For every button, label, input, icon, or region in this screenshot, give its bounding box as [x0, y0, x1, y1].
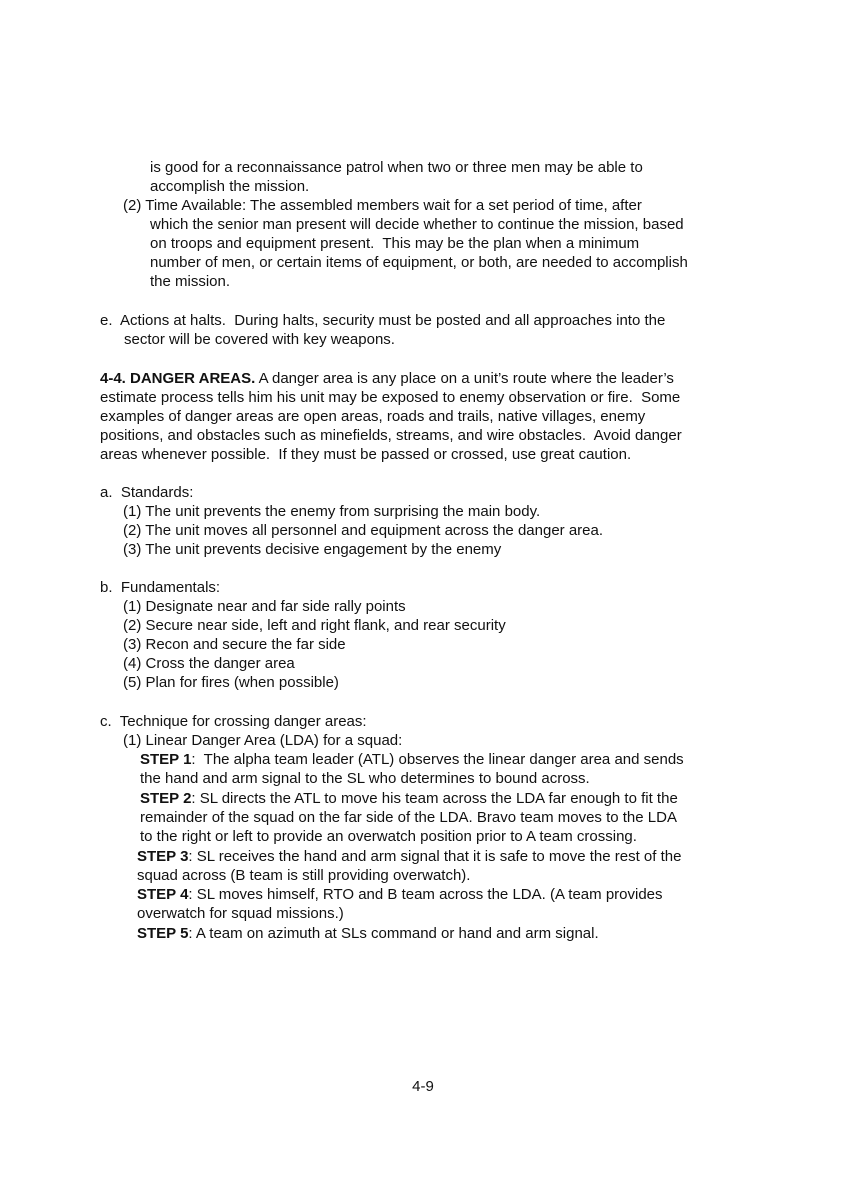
text-line: areas whenever possible. If they must be passed or crossed, use great caution. — [100, 446, 632, 463]
step-label: STEP 1 — [140, 751, 192, 768]
text-line: to the right or left to provide an overwatch position prior to A team crossing. — [140, 828, 637, 845]
section-text: A danger area is any place on a unit’s route where the leader’s — [255, 370, 674, 387]
step-4: STEP 4: SL moves himself, RTO and B team across the LDA. (A team provides — [137, 886, 663, 903]
standards-item: (2) The unit moves all personnel and equipment across the danger area. — [123, 522, 604, 539]
standards-item: (1) The unit prevents the enemy from surprising the main body. — [123, 503, 541, 520]
text-line: accomplish the mission. — [150, 178, 310, 195]
text-line: the hand and arm signal to the SL who determines to bound across. — [140, 770, 590, 787]
text-line: examples of danger areas are open areas, roads and trails, native villages, enemy — [100, 408, 646, 425]
text-line: sector will be covered with key weapons. — [124, 331, 395, 348]
text-line: overwatch for squad missions.) — [137, 905, 344, 922]
text-line: on troops and equipment present. This may be the plan when a minimum — [150, 235, 640, 252]
text-line: positions, and obstacles such as minefields, streams, and wire obstacles. Avoid danger — [100, 427, 682, 444]
step-2: STEP 2: SL directs the ATL to move his team across the LDA far enough to fit the — [140, 790, 678, 807]
actions-at-halts-item: e. Actions at halts. During halts, security must be posted and all approaches into the — [100, 312, 666, 329]
text-line: the mission. — [150, 273, 231, 290]
step-3: STEP 3: SL receives the hand and arm signal that it is safe to move the rest of the — [137, 848, 682, 865]
step-5: STEP 5: A team on azimuth at SLs command or hand and arm signal. — [137, 925, 599, 942]
section-heading-line — [100, 369, 674, 388]
lda-subitem: (1) Linear Danger Area (LDA) for a squad: — [123, 732, 403, 749]
standards-item: (3) The unit prevents decisive engagement by the enemy — [123, 541, 502, 558]
text-line: remainder of the squad on the far side of the LDA. Bravo team moves to the LDA — [140, 809, 677, 826]
time-available-item: (2) Time Available: The assembled members wait for a set period of time, after — [123, 197, 642, 214]
text-line: estimate process tells him his unit may be exposed to enemy observation or fire. Some — [100, 389, 681, 406]
text-line: is good for a reconnaissance patrol when two or three men may be able to — [150, 159, 643, 176]
fundamentals-item: (3) Recon and secure the far side — [123, 636, 346, 653]
standards-title: a. Standards: — [100, 484, 194, 501]
fundamentals-item: (5) Plan for fires (when possible) — [123, 674, 339, 691]
text-line: which the senior man present will decide whether to continue the mission, based — [150, 216, 684, 233]
step-1: STEP 1: The alpha team leader (ATL) observes the linear danger area and sends — [140, 751, 684, 768]
fundamentals-item: (4) Cross the danger area — [123, 655, 295, 672]
fundamentals-item: (1) Designate near and far side rally points — [123, 598, 406, 615]
technique-title: c. Technique for crossing danger areas: — [100, 713, 367, 730]
step-label: STEP 2 — [140, 790, 192, 807]
text-line: squad across (B team is still providing overwatch). — [137, 867, 471, 884]
step-label: STEP 3 — [137, 848, 189, 865]
fundamentals-title: b. Fundamentals: — [100, 579, 221, 596]
step-label: STEP 4 — [137, 886, 189, 903]
section-heading: 4-4. DANGER AREAS. — [100, 370, 256, 387]
text-line: number of men, or certain items of equipment, or both, are needed to accomplish — [150, 254, 688, 271]
fundamentals-item: (2) Secure near side, left and right flank, and rear security — [123, 617, 506, 634]
page-number: 4-9 — [412, 1078, 434, 1095]
step-label: STEP 5 — [137, 925, 189, 942]
